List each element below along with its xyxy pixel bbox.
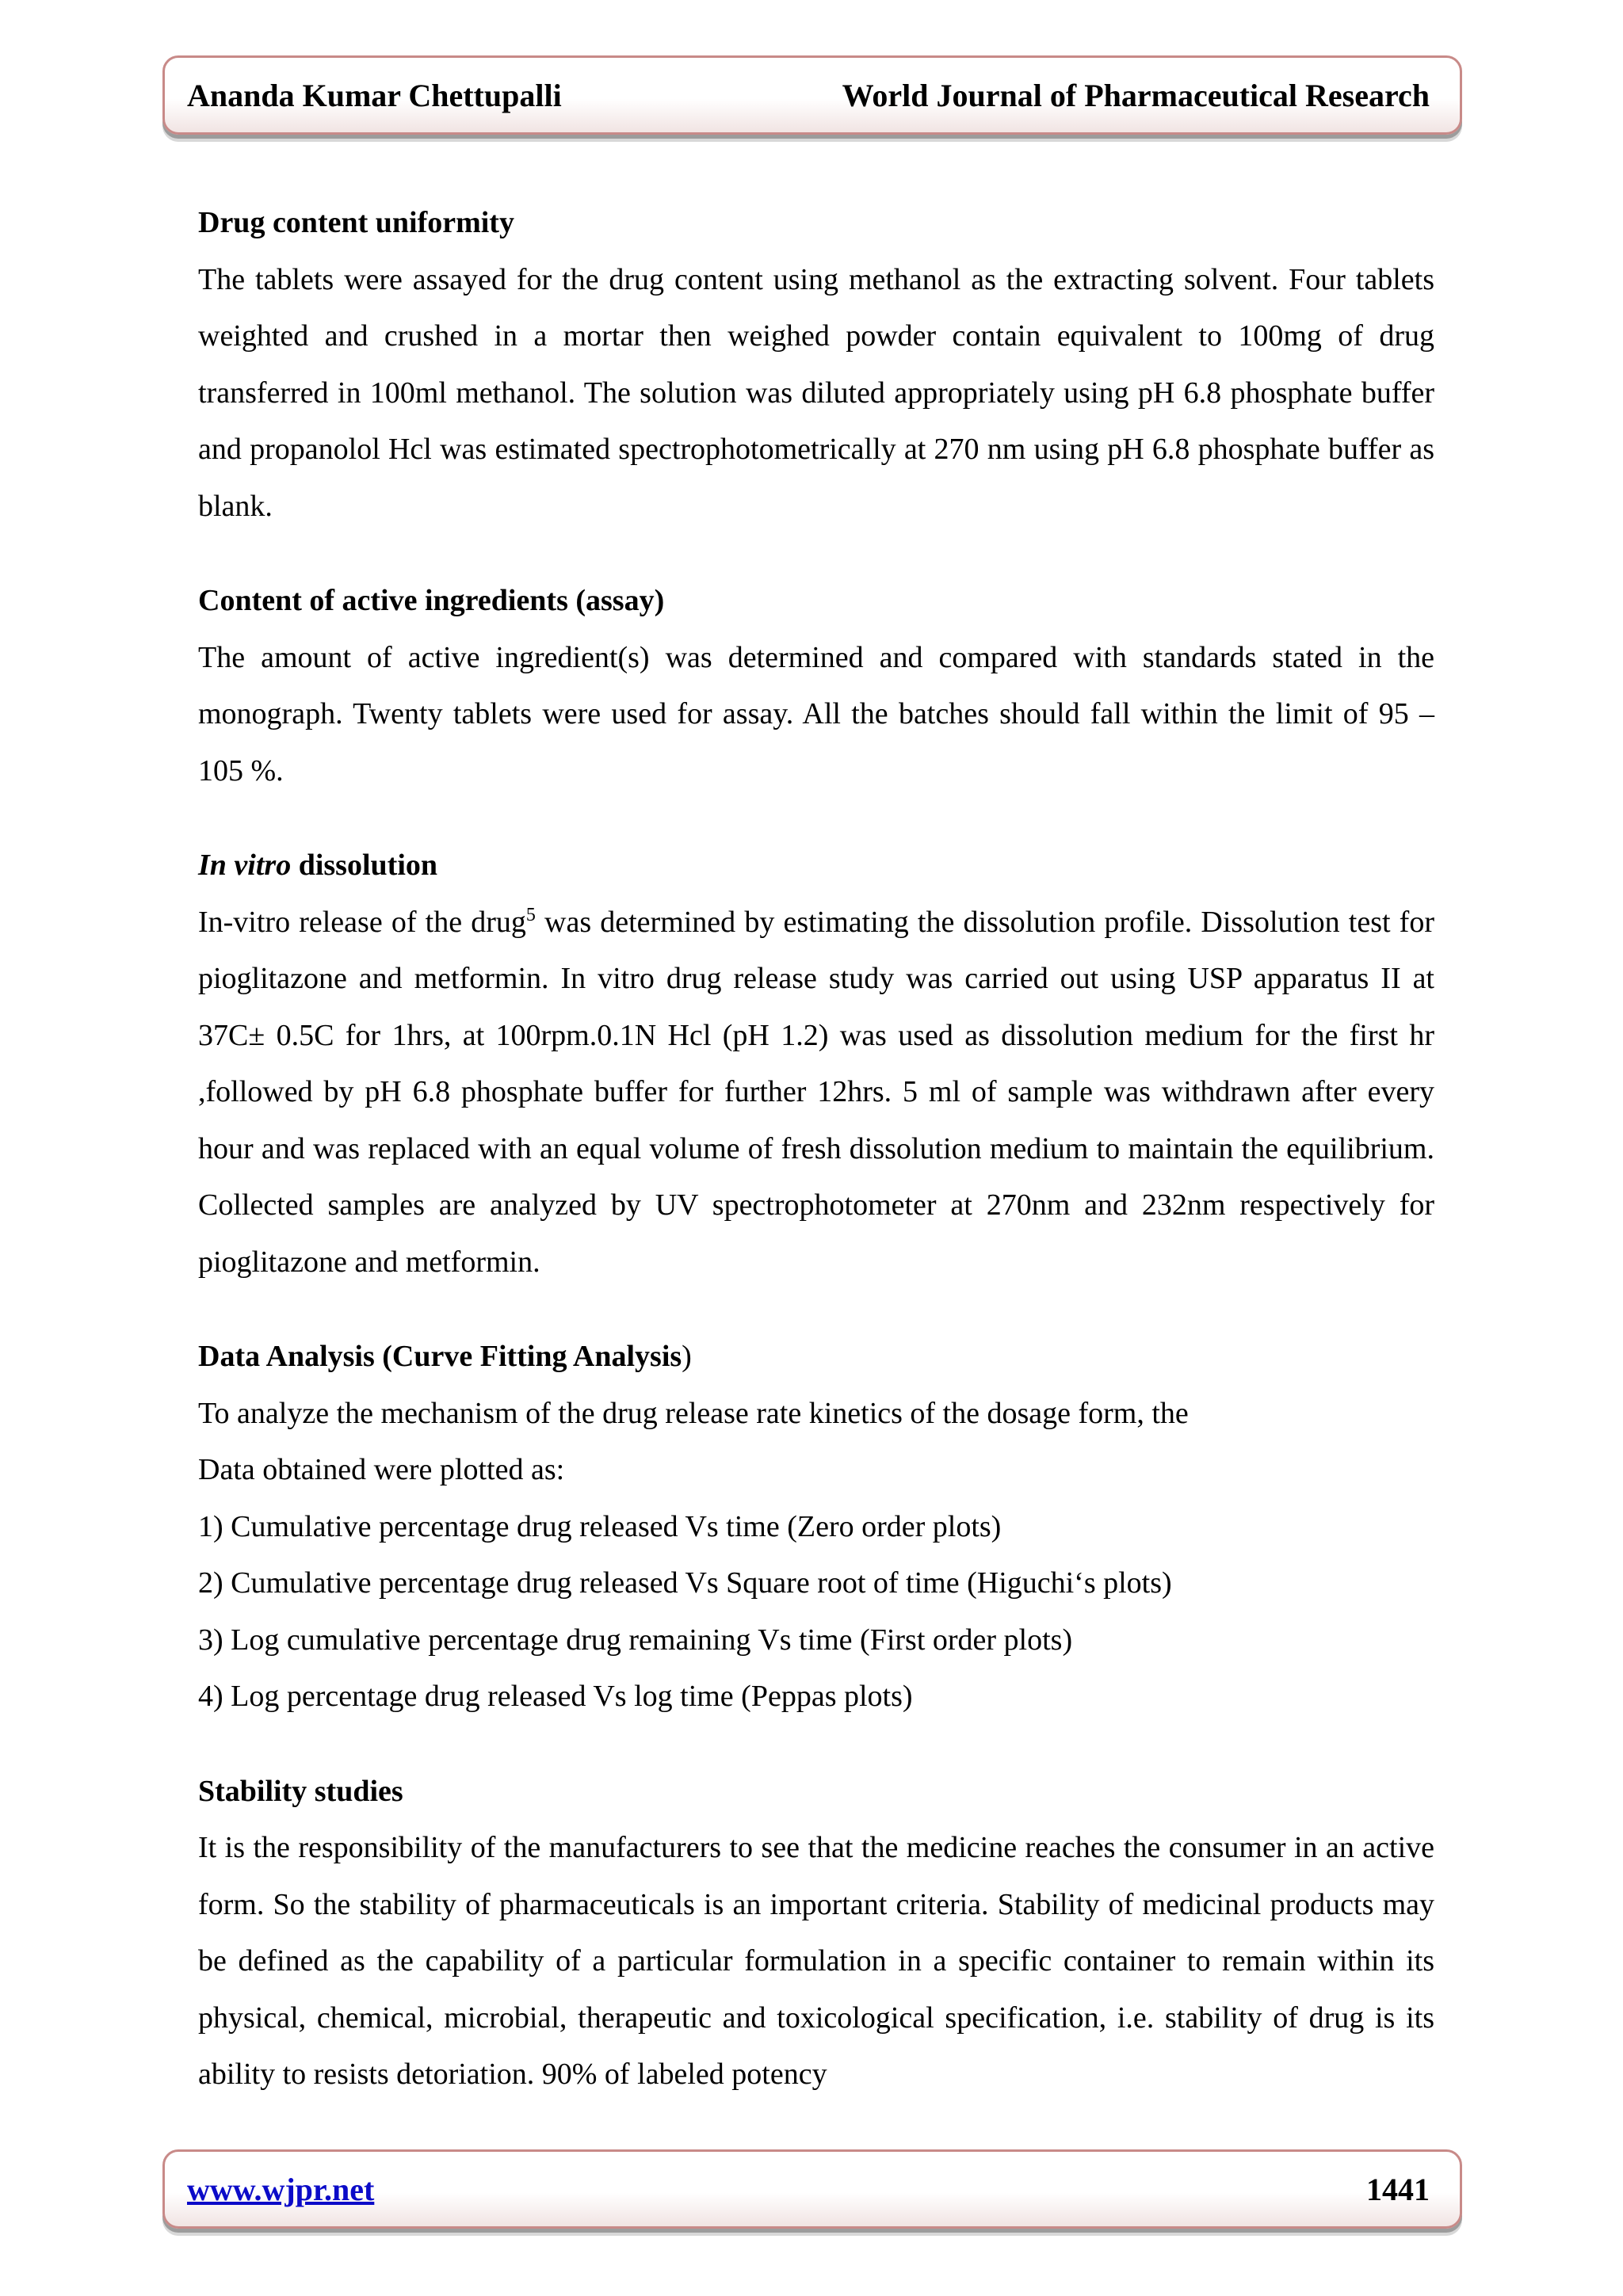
citation-superscript: 5 [525,904,536,925]
paragraph-stability: It is the responsibility of the manufacturers to see that the medicine reaches the consumer in an active form. So the stability of pharmaceuticals is an important criteria. Stability of medicinal products may be defined as the capability of a particular formulation in a specific container to remain within its physical, chemical, microbial, therapeutic and toxicological specification, i.e. stability of drug is its ability to resists detoriation. 90% of labeled potency [198,1831,1434,2091]
heading-dissolution-rest: dissolution [291,849,438,882]
dissolution-text-rest: was determined by estimating the dissolution profile. Dissolution test for pioglitazone and metformin. In vitro drug release study was carried out using USP apparatus II at 37C± 0.5C for 1hrs, at 100rpm.0.1N Hcl (pH 1.2) was used as dissolution medium for the first hr ,followed by pH 6.8 phosphate buffer for further 12hrs. 5 ml of sample was withdrawn after every hour and was replaced with an equal volume of fresh dissolution medium to maintain the equilibrium. Collected samples are analyzed by UV spectrophotometer at 270nm and 232nm respectively for pioglitazone and metformin. [198,905,1434,1279]
list-item-zero-order: 1) Cumulative percentage drug released Vs time (Zero order plots) [198,1509,1002,1543]
heading-dissolution-italic: In vitro [198,849,292,882]
page-header [162,55,1462,135]
list-item-first-order: 3) Log cumulative percentage drug remaining Vs time (First order plots) [198,1623,1073,1657]
data-analysis-line: To analyze the mechanism of the drug release rate kinetics of the dosage form, the [198,1396,1189,1430]
heading-drug-content: Drug content uniformity [198,206,514,239]
heading-dissolution [198,837,1434,894]
heading-data-analysis-paren: ) [682,1340,692,1373]
paragraph-drug-content: The tablets were assayed for the drug content using methanol as the extracting solvent. Four tablets weighted and crushed in a mortar then weighed powder contain equivalent to 100mg of drug transferred in 100ml methanol. The solution was diluted appropriately using pH 6.8 phosphate buffer and propanolol Hcl was estimated spectrophotometrically at 270 nm using pH 6.8 phosphate buffer as blank. [198,262,1434,523]
footer-url-link[interactable]: www.wjpr.net [187,2172,375,2207]
paragraph-dissolution [198,894,1434,1291]
list-item-peppas: 4) Log percentage drug released Vs log time (Peppas plots) [198,1680,913,1713]
dissolution-text-start: In-vitro release of the drug [198,905,526,939]
page-number: 1441 [1366,2172,1430,2207]
heading-data-analysis [198,1329,1434,1386]
heading-stability: Stability studies [198,1774,403,1808]
data-analysis-line: Data obtained were plotted as: [198,1453,565,1486]
page-footer [162,2149,1462,2229]
header-author: Ananda Kumar Chettupalli [187,78,562,113]
paragraph-assay: The amount of active ingredient(s) was determined and compared with standards stated in the monograph. Twenty tablets were used for assay. All the batches should fall within the limit of 95 – 105 %. [198,640,1434,788]
header-journal: World Journal of Pharmaceutical Research [842,78,1430,113]
list-item-higuchi: 2) Cumulative percentage drug released Vs Square root of time (Higuchi‘s plots) [198,1566,1172,1600]
page-body [198,195,1434,2103]
heading-assay: Content of active ingredients (assay) [198,584,665,617]
heading-data-analysis-bold: Data Analysis (Curve Fitting Analysis [198,1340,682,1373]
